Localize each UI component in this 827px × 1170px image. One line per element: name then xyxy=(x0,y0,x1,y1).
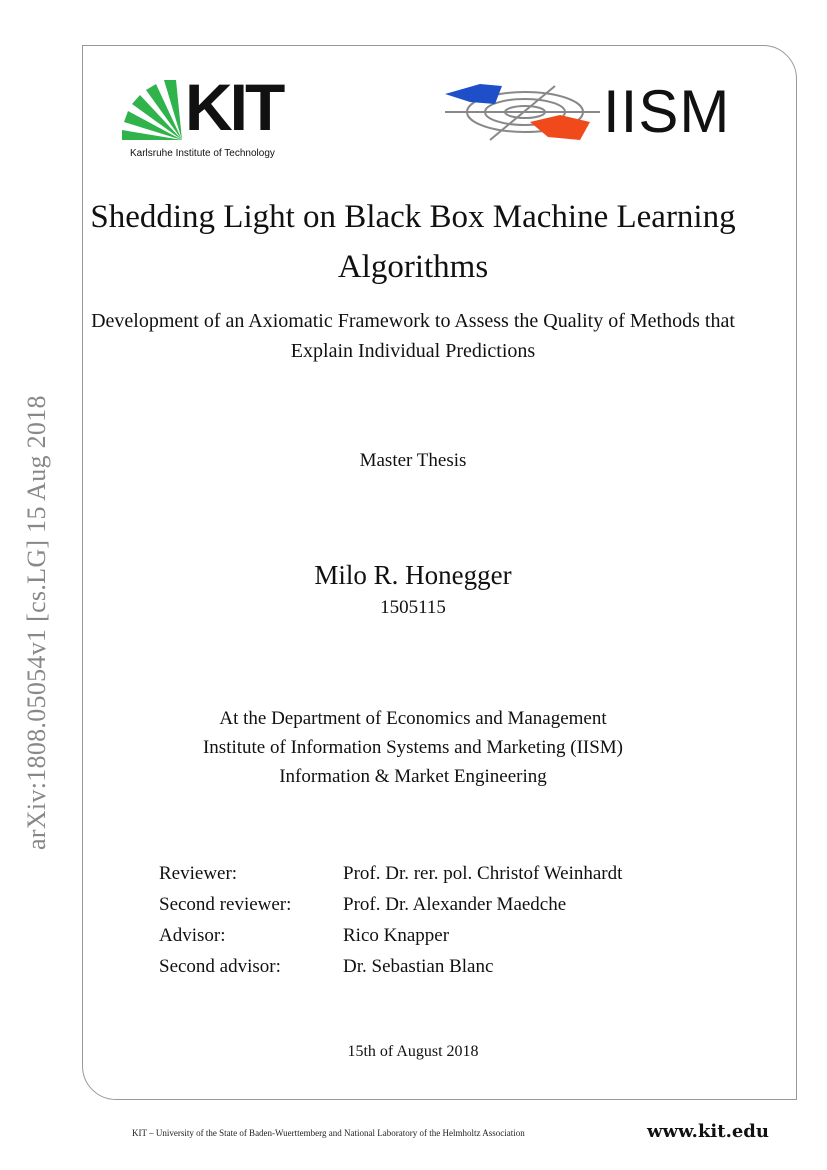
thesis-subtitle: Development of an Axiomatic Framework to Assess the Quality of Methods that Explain Individual Predictions xyxy=(91,310,735,362)
department-line: At the Department of Economics and Management xyxy=(219,708,607,729)
kit-wordmark: KIT xyxy=(185,70,283,144)
iism-wordmark: IISM xyxy=(603,78,731,145)
role-name: Prof. Dr. rer. pol. Christof Weinhardt xyxy=(343,863,623,884)
role-row xyxy=(159,920,622,951)
role-name: Rico Knapper xyxy=(343,925,450,946)
role-name: Prof. Dr. Alexander Maedche xyxy=(343,894,567,915)
department-block xyxy=(82,704,744,791)
role-row xyxy=(159,889,622,920)
thesis-type: Master Thesis xyxy=(359,450,467,471)
role-label: Second advisor: xyxy=(159,956,281,977)
author-name: Milo R. Honegger xyxy=(314,560,512,590)
thesis-date: 15th of August 2018 xyxy=(347,1043,479,1060)
role-label: Advisor: xyxy=(159,925,226,946)
footer-text: KIT – University of the State of Baden-Wuerttemberg and National Laboratory of the Helmholtz Association xyxy=(132,1128,525,1138)
student-id: 1505115 xyxy=(380,597,446,618)
iism-target-icon xyxy=(440,82,600,142)
role-label: Second reviewer: xyxy=(159,894,292,915)
role-label: Reviewer: xyxy=(159,863,238,884)
department-line: Information & Market Engineering xyxy=(279,766,547,787)
kit-rays-icon xyxy=(122,80,184,142)
footer-url[interactable]: www.kit.edu xyxy=(647,1121,769,1142)
role-name: Dr. Sebastian Blanc xyxy=(343,956,494,977)
department-line: Institute of Information Systems and Marketing (IISM) xyxy=(202,737,624,758)
reviewers-table xyxy=(159,858,622,982)
role-row xyxy=(159,858,622,889)
arxiv-stamp: arXiv:1808.05054v1 [cs.LG] 15 Aug 2018 xyxy=(22,395,51,850)
kit-subtitle: Karlsruhe Institute of Technology xyxy=(130,148,275,159)
thesis-title: Shedding Light on Black Box Machine Learning Algorithms xyxy=(90,199,736,285)
role-row xyxy=(159,951,622,982)
